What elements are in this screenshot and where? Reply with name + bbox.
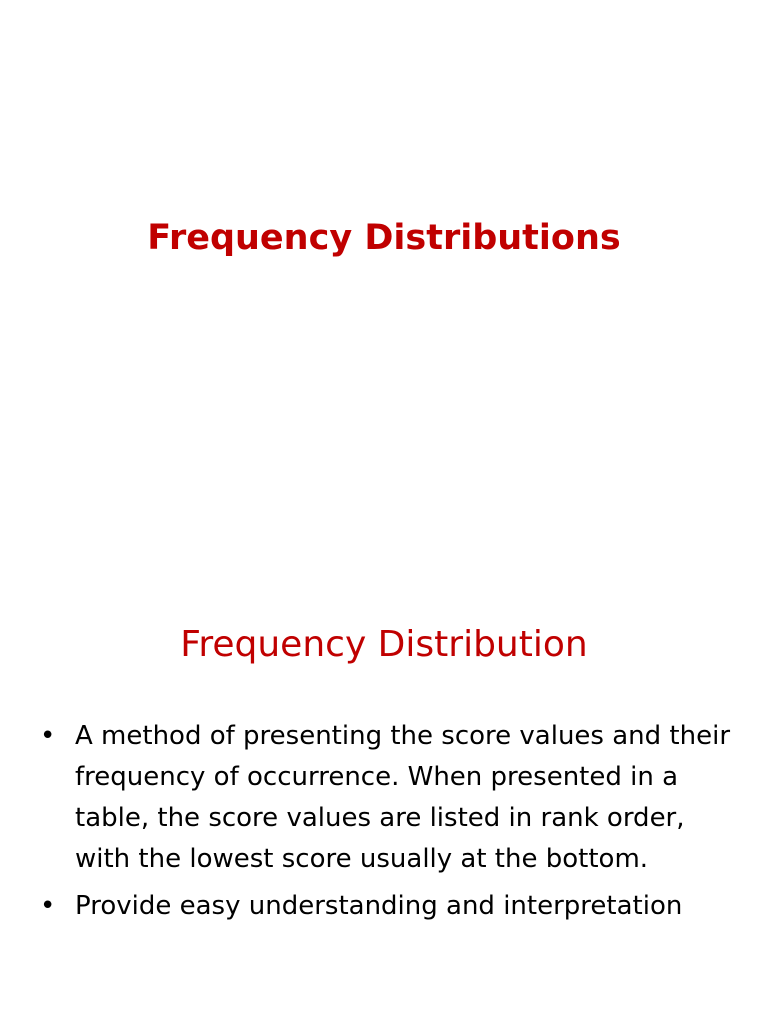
bullet-text: A method of presenting the score values and their frequency of occurrence. When presented in a table, the score values are listed in rank order, with the lowest score usually at the bottom. xyxy=(75,721,731,874)
bullet-list xyxy=(40,716,740,933)
slide-2 xyxy=(0,512,768,1024)
bullet-item xyxy=(40,886,740,927)
slide-1-title: Frequency Distributions xyxy=(147,218,621,258)
bullet-text: Provide easy understanding and interpretation xyxy=(75,891,683,921)
bullet-dot-icon: • xyxy=(40,891,56,921)
bullet-item xyxy=(40,716,740,880)
bullet-dot-icon: • xyxy=(40,721,56,751)
slide-2-title: Frequency Distribution xyxy=(180,624,588,665)
